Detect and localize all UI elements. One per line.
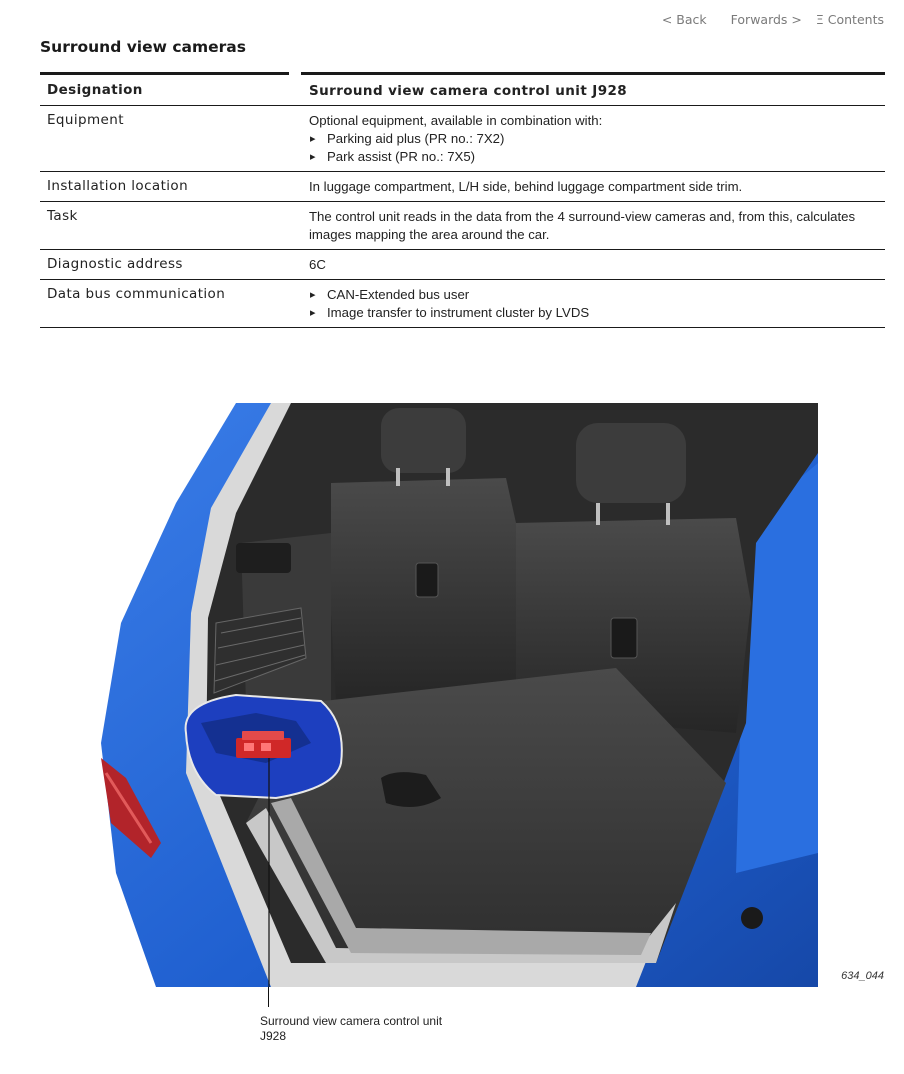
row-value: In luggage compartment, L/H side, behind luggage compartment side trim. [309,179,743,194]
callout-line-2: J928 [260,1029,287,1043]
table-row-equipment [40,106,885,172]
row-label: Equipment [47,112,124,128]
table-row-data-bus [40,280,885,328]
table-row-installation-location [40,172,885,202]
row-label: Task [47,208,78,224]
forwards-link[interactable]: Forwards > [730,12,802,27]
bullet-item: ▸ Image transfer to instrument cluster by LVDS [309,304,881,322]
callout-leader-line [268,987,269,1007]
row-label: Installation location [47,178,189,194]
bullet-item: ▸ CAN-Extended bus user [309,286,881,304]
luggage-compartment-illustration [96,403,818,987]
header-unit-name: Surround view camera control unit J928 [309,83,628,99]
spec-table [40,72,885,328]
row-label: Diagnostic address [47,256,183,272]
figure-callout [260,1014,442,1044]
row-label: Data bus communication [47,286,226,302]
contents-link[interactable]: Ξ Contents [815,12,884,27]
page-navigation [662,12,884,27]
callout-line-1: Surround view camera control unit [260,1014,443,1028]
header-designation: Designation [47,82,143,98]
table-row-task [40,202,885,250]
row-value [302,280,885,327]
back-link[interactable]: < Back [661,12,707,27]
table-top-rule [40,72,885,76]
car-rear-drawing [96,403,818,987]
figure-id: 634_044 [841,970,884,982]
row-value [302,106,885,171]
page-title: Surround view cameras [40,38,246,56]
row-value: 6C [309,257,326,272]
bullet-item: ▸ Parking aid plus (PR no.: 7X2) [309,130,881,148]
bullet-item: ▸ Park assist (PR no.: 7X5) [309,148,881,166]
row-value: The control unit reads in the data from the 4 surround-view cameras and, from this, calculates images mapping the area around the car. [309,209,856,242]
equipment-intro: Optional equipment, available in combination with: [309,113,603,128]
table-row-diagnostic-address [40,250,885,280]
table-header-row [40,76,885,106]
